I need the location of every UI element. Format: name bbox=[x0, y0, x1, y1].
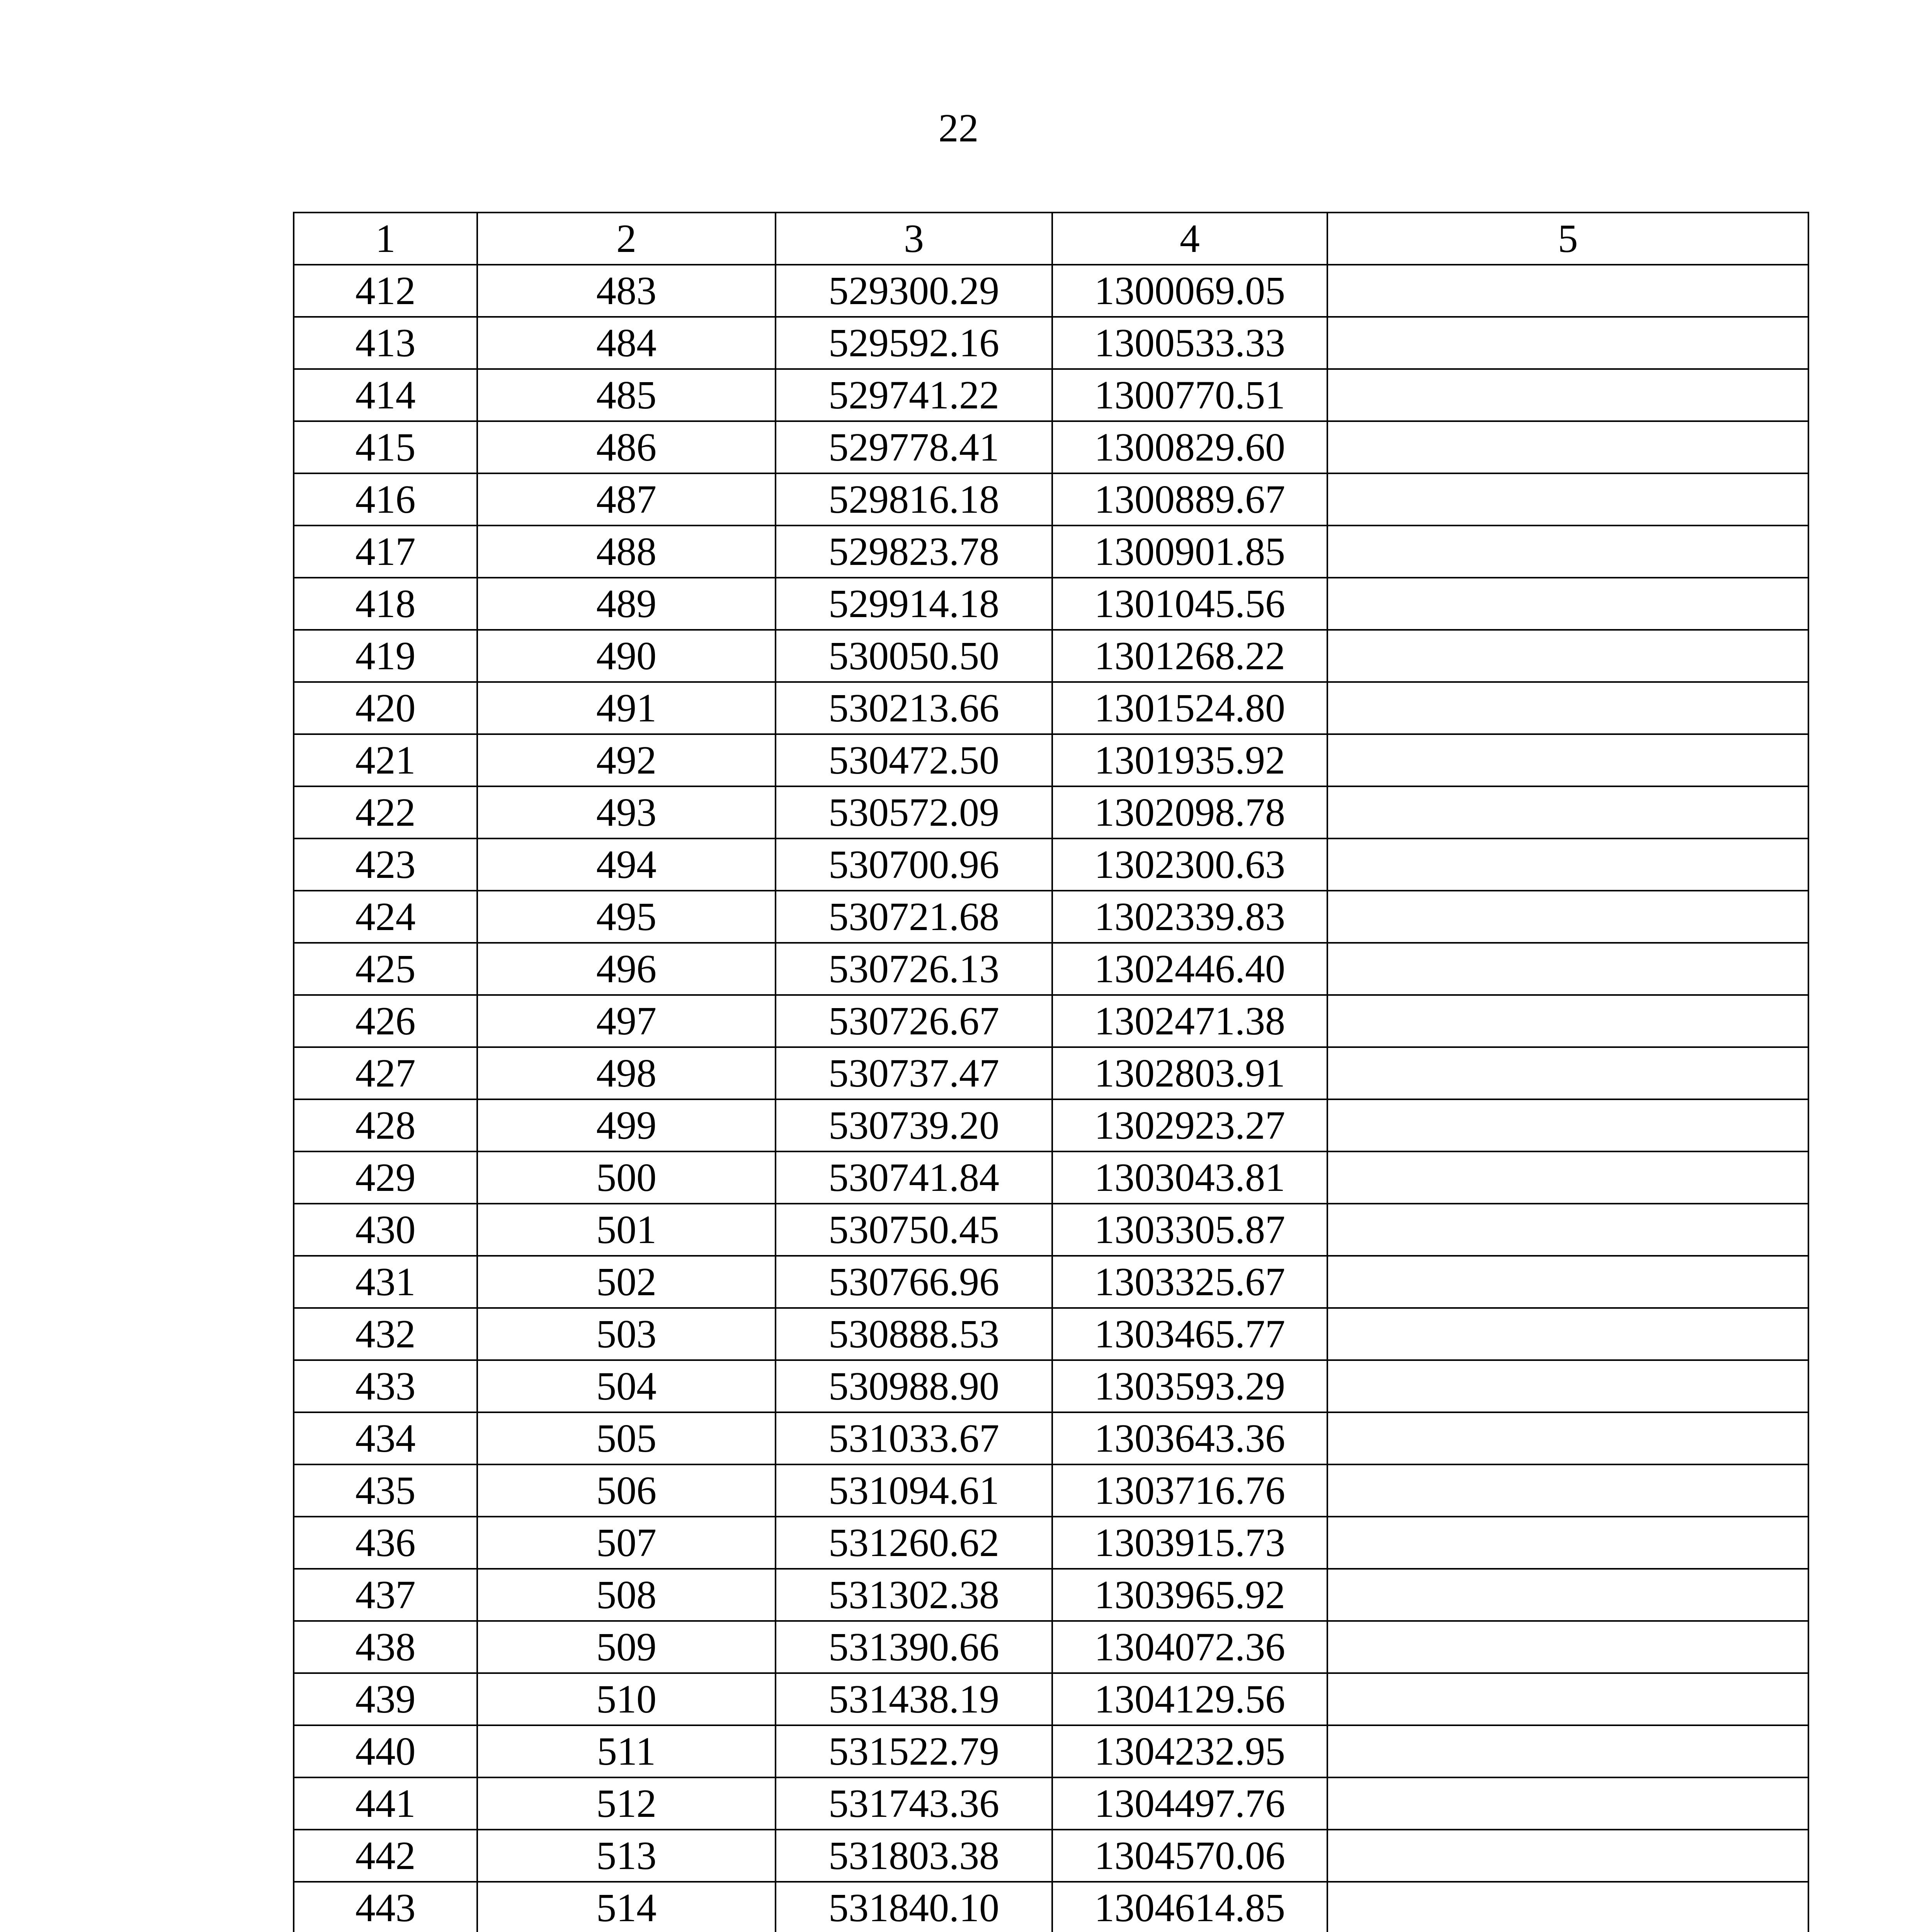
table-cell bbox=[1327, 1673, 1808, 1725]
table-cell bbox=[1327, 1621, 1808, 1673]
table-cell: 530750.45 bbox=[776, 1204, 1052, 1256]
table-cell: 1303305.87 bbox=[1052, 1204, 1327, 1256]
table-row bbox=[294, 421, 1808, 473]
table-cell bbox=[1327, 473, 1808, 526]
table-cell: 491 bbox=[477, 682, 776, 734]
table-cell: 501 bbox=[477, 1204, 776, 1256]
table-row bbox=[294, 630, 1808, 682]
table-cell: 530213.66 bbox=[776, 682, 1052, 734]
table-cell: 1303643.36 bbox=[1052, 1412, 1327, 1464]
table-cell bbox=[1327, 421, 1808, 473]
table-row bbox=[294, 838, 1808, 891]
table-body bbox=[294, 265, 1808, 1932]
table-row bbox=[294, 1517, 1808, 1569]
table-cell: 1300069.05 bbox=[1052, 265, 1327, 317]
table-cell: 530721.68 bbox=[776, 891, 1052, 943]
table-cell bbox=[1327, 1830, 1808, 1882]
table-cell: 441 bbox=[294, 1777, 477, 1830]
table-cell: 1301935.92 bbox=[1052, 734, 1327, 786]
table-row bbox=[294, 1882, 1808, 1932]
table-cell bbox=[1327, 1725, 1808, 1777]
table-cell: 530988.90 bbox=[776, 1360, 1052, 1412]
table-cell: 499 bbox=[477, 1099, 776, 1151]
table-cell: 530741.84 bbox=[776, 1151, 1052, 1204]
table-cell: 497 bbox=[477, 995, 776, 1047]
table-row bbox=[294, 1360, 1808, 1412]
table-row bbox=[294, 682, 1808, 734]
table-cell: 443 bbox=[294, 1882, 477, 1932]
table-row bbox=[294, 1673, 1808, 1725]
table-cell: 421 bbox=[294, 734, 477, 786]
table-cell: 531803.38 bbox=[776, 1830, 1052, 1882]
table-row bbox=[294, 786, 1808, 838]
table-cell: 504 bbox=[477, 1360, 776, 1412]
table-cell: 507 bbox=[477, 1517, 776, 1569]
table-cell: 1304072.36 bbox=[1052, 1621, 1327, 1673]
table-cell: 1302300.63 bbox=[1052, 838, 1327, 891]
table-cell bbox=[1327, 838, 1808, 891]
table-row bbox=[294, 1412, 1808, 1464]
table-cell: 531260.62 bbox=[776, 1517, 1052, 1569]
table-cell: 435 bbox=[294, 1464, 477, 1517]
table-row bbox=[294, 1099, 1808, 1151]
table-row bbox=[294, 1569, 1808, 1621]
table-cell: 505 bbox=[477, 1412, 776, 1464]
table-cell: 487 bbox=[477, 473, 776, 526]
table-cell: 1301045.56 bbox=[1052, 578, 1327, 630]
table-cell bbox=[1327, 369, 1808, 421]
table-cell: 508 bbox=[477, 1569, 776, 1621]
table-cell: 1300901.85 bbox=[1052, 526, 1327, 578]
table-cell: 1303915.73 bbox=[1052, 1517, 1327, 1569]
table-row bbox=[294, 526, 1808, 578]
table-cell bbox=[1327, 1047, 1808, 1099]
table-cell: 531033.67 bbox=[776, 1412, 1052, 1464]
table-cell bbox=[1327, 995, 1808, 1047]
table-cell: 433 bbox=[294, 1360, 477, 1412]
table-cell bbox=[1327, 891, 1808, 943]
column-header: 4 bbox=[1052, 213, 1327, 265]
table-cell bbox=[1327, 786, 1808, 838]
table-cell bbox=[1327, 682, 1808, 734]
table-cell: 530766.96 bbox=[776, 1256, 1052, 1308]
coordinates-table bbox=[293, 212, 1809, 1932]
table-cell: 531302.38 bbox=[776, 1569, 1052, 1621]
table-cell: 425 bbox=[294, 943, 477, 995]
table-row bbox=[294, 1464, 1808, 1517]
table-cell: 1302471.38 bbox=[1052, 995, 1327, 1047]
table-cell bbox=[1327, 1464, 1808, 1517]
table-cell bbox=[1327, 317, 1808, 369]
table-row bbox=[294, 473, 1808, 526]
table-cell: 1304497.76 bbox=[1052, 1777, 1327, 1830]
table-row bbox=[294, 1308, 1808, 1360]
table-cell: 530726.13 bbox=[776, 943, 1052, 995]
table-row bbox=[294, 1777, 1808, 1830]
table-cell bbox=[1327, 734, 1808, 786]
table-cell: 436 bbox=[294, 1517, 477, 1569]
table-cell: 531522.79 bbox=[776, 1725, 1052, 1777]
table-cell: 530472.50 bbox=[776, 734, 1052, 786]
table-cell: 418 bbox=[294, 578, 477, 630]
column-header: 2 bbox=[477, 213, 776, 265]
table-cell: 531840.10 bbox=[776, 1882, 1052, 1932]
table-cell: 490 bbox=[477, 630, 776, 682]
table-cell: 529592.16 bbox=[776, 317, 1052, 369]
table-cell: 437 bbox=[294, 1569, 477, 1621]
table-cell: 530700.96 bbox=[776, 838, 1052, 891]
table-cell: 1300889.67 bbox=[1052, 473, 1327, 526]
table-cell: 1302923.27 bbox=[1052, 1099, 1327, 1151]
table-cell bbox=[1327, 1517, 1808, 1569]
table-cell: 488 bbox=[477, 526, 776, 578]
table-row bbox=[294, 317, 1808, 369]
table-cell bbox=[1327, 1569, 1808, 1621]
table-cell: 530572.09 bbox=[776, 786, 1052, 838]
table-cell: 430 bbox=[294, 1204, 477, 1256]
table-cell: 440 bbox=[294, 1725, 477, 1777]
table-cell: 1300770.51 bbox=[1052, 369, 1327, 421]
table-cell bbox=[1327, 630, 1808, 682]
table-row bbox=[294, 1256, 1808, 1308]
table-cell: 1303325.67 bbox=[1052, 1256, 1327, 1308]
table-cell bbox=[1327, 943, 1808, 995]
table-cell: 420 bbox=[294, 682, 477, 734]
table-cell: 1301268.22 bbox=[1052, 630, 1327, 682]
table-cell bbox=[1327, 1099, 1808, 1151]
table-cell bbox=[1327, 526, 1808, 578]
table-cell: 1304570.06 bbox=[1052, 1830, 1327, 1882]
table-cell: 530739.20 bbox=[776, 1099, 1052, 1151]
table-cell: 511 bbox=[477, 1725, 776, 1777]
table-cell: 496 bbox=[477, 943, 776, 995]
table-cell: 500 bbox=[477, 1151, 776, 1204]
table-row bbox=[294, 1621, 1808, 1673]
table-cell: 503 bbox=[477, 1308, 776, 1360]
table-row bbox=[294, 1725, 1808, 1777]
table-cell bbox=[1327, 578, 1808, 630]
table-cell: 531094.61 bbox=[776, 1464, 1052, 1517]
table-cell: 1301524.80 bbox=[1052, 682, 1327, 734]
table-cell: 423 bbox=[294, 838, 477, 891]
table-row bbox=[294, 891, 1808, 943]
table-cell: 514 bbox=[477, 1882, 776, 1932]
table-row bbox=[294, 1047, 1808, 1099]
table-cell: 424 bbox=[294, 891, 477, 943]
table-cell: 431 bbox=[294, 1256, 477, 1308]
table-row bbox=[294, 734, 1808, 786]
table-cell bbox=[1327, 1256, 1808, 1308]
table-cell: 1300533.33 bbox=[1052, 317, 1327, 369]
table-cell: 416 bbox=[294, 473, 477, 526]
table-cell: 1304129.56 bbox=[1052, 1673, 1327, 1725]
table-cell: 442 bbox=[294, 1830, 477, 1882]
table-cell: 432 bbox=[294, 1308, 477, 1360]
column-header: 1 bbox=[294, 213, 477, 265]
table-row bbox=[294, 1204, 1808, 1256]
table-cell bbox=[1327, 1308, 1808, 1360]
table-row bbox=[294, 265, 1808, 317]
table-cell: 1303716.76 bbox=[1052, 1464, 1327, 1517]
table-cell: 530888.53 bbox=[776, 1308, 1052, 1360]
table-cell: 438 bbox=[294, 1621, 477, 1673]
table-cell: 486 bbox=[477, 421, 776, 473]
table-cell bbox=[1327, 1882, 1808, 1932]
table-row bbox=[294, 1830, 1808, 1882]
table-cell: 1302446.40 bbox=[1052, 943, 1327, 995]
table-cell: 510 bbox=[477, 1673, 776, 1725]
table-cell: 529741.22 bbox=[776, 369, 1052, 421]
table-row bbox=[294, 1151, 1808, 1204]
table-cell: 426 bbox=[294, 995, 477, 1047]
table-row bbox=[294, 943, 1808, 995]
table-cell: 483 bbox=[477, 265, 776, 317]
table-cell: 412 bbox=[294, 265, 477, 317]
table-row bbox=[294, 995, 1808, 1047]
table-cell bbox=[1327, 265, 1808, 317]
page-number: 22 bbox=[938, 106, 979, 150]
table-cell: 494 bbox=[477, 838, 776, 891]
table-cell: 485 bbox=[477, 369, 776, 421]
table-cell: 419 bbox=[294, 630, 477, 682]
table-cell: 422 bbox=[294, 786, 477, 838]
table-cell: 1303043.81 bbox=[1052, 1151, 1327, 1204]
table-cell: 1302098.78 bbox=[1052, 786, 1327, 838]
table-cell: 428 bbox=[294, 1099, 477, 1151]
table-cell: 498 bbox=[477, 1047, 776, 1099]
table-cell: 531743.36 bbox=[776, 1777, 1052, 1830]
table-cell: 1302339.83 bbox=[1052, 891, 1327, 943]
table-cell: 512 bbox=[477, 1777, 776, 1830]
column-header: 5 bbox=[1327, 213, 1808, 265]
table-row bbox=[294, 578, 1808, 630]
table-cell: 1303593.29 bbox=[1052, 1360, 1327, 1412]
table-cell: 531438.19 bbox=[776, 1673, 1052, 1725]
table-cell bbox=[1327, 1360, 1808, 1412]
table-cell bbox=[1327, 1151, 1808, 1204]
table-cell bbox=[1327, 1412, 1808, 1464]
table-cell: 1304232.95 bbox=[1052, 1725, 1327, 1777]
table-cell: 493 bbox=[477, 786, 776, 838]
table-cell: 427 bbox=[294, 1047, 477, 1099]
table-cell: 413 bbox=[294, 317, 477, 369]
table-cell: 1303965.92 bbox=[1052, 1569, 1327, 1621]
table-cell: 484 bbox=[477, 317, 776, 369]
table-cell: 529778.41 bbox=[776, 421, 1052, 473]
column-header: 3 bbox=[776, 213, 1052, 265]
table-cell: 529816.18 bbox=[776, 473, 1052, 526]
table-cell: 492 bbox=[477, 734, 776, 786]
table-cell: 1303465.77 bbox=[1052, 1308, 1327, 1360]
table-cell: 530737.47 bbox=[776, 1047, 1052, 1099]
table-cell: 439 bbox=[294, 1673, 477, 1725]
table-cell: 502 bbox=[477, 1256, 776, 1308]
table-cell: 489 bbox=[477, 578, 776, 630]
table-cell: 434 bbox=[294, 1412, 477, 1464]
table-cell: 529823.78 bbox=[776, 526, 1052, 578]
table-cell: 415 bbox=[294, 421, 477, 473]
table-cell: 513 bbox=[477, 1830, 776, 1882]
table-cell: 530726.67 bbox=[776, 995, 1052, 1047]
table-cell: 1302803.91 bbox=[1052, 1047, 1327, 1099]
table-cell: 1304614.85 bbox=[1052, 1882, 1327, 1932]
table-cell: 1300829.60 bbox=[1052, 421, 1327, 473]
table-cell: 509 bbox=[477, 1621, 776, 1673]
table-cell bbox=[1327, 1204, 1808, 1256]
table-cell: 529300.29 bbox=[776, 265, 1052, 317]
table-cell: 429 bbox=[294, 1151, 477, 1204]
table-row bbox=[294, 369, 1808, 421]
table-cell bbox=[1327, 1777, 1808, 1830]
table-cell: 414 bbox=[294, 369, 477, 421]
table-cell: 417 bbox=[294, 526, 477, 578]
table-cell: 531390.66 bbox=[776, 1621, 1052, 1673]
table-cell: 529914.18 bbox=[776, 578, 1052, 630]
table-header-row bbox=[294, 213, 1808, 265]
table-cell: 506 bbox=[477, 1464, 776, 1517]
table-cell: 495 bbox=[477, 891, 776, 943]
table-cell: 530050.50 bbox=[776, 630, 1052, 682]
